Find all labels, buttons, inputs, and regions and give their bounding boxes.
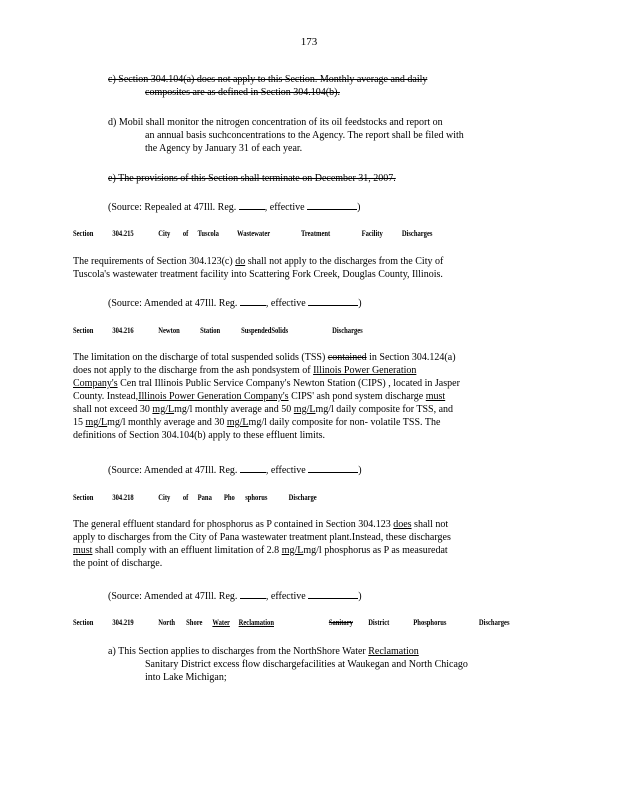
source-note-amended-1 (108, 296, 362, 310)
reg-blank (239, 200, 265, 210)
effective-label: , effective (265, 465, 309, 476)
heading-word: Water (212, 618, 230, 627)
inserted-text: mg/L (281, 545, 304, 556)
source-note-repealed (108, 200, 360, 214)
text: shall not (411, 519, 449, 530)
paragraph-c (108, 73, 427, 99)
reg-blank (240, 296, 266, 306)
paragraph-304-216 (73, 351, 460, 442)
heading-word: Discharges (401, 229, 433, 238)
text: mg/l monthly average and 50 (174, 404, 294, 415)
inserted-text: do (235, 256, 246, 267)
source-text: (Source: Repealed at 47Ill. Reg. (108, 202, 239, 213)
heading-word: North (158, 618, 176, 627)
section-heading-304-216 (73, 326, 487, 338)
source-text: (Source: Amended at 47Ill. Reg. (108, 591, 240, 602)
heading-word: Pana (197, 493, 212, 502)
source-close: ) (358, 298, 362, 309)
heading-word: Tuscola (197, 229, 219, 238)
text: definitions of Section 304.104(b) apply to these effluent limits. (73, 430, 325, 441)
heading-word: of (182, 229, 189, 238)
text: CIPS' ash pond system discharge (288, 391, 426, 402)
heading-word: Section (73, 493, 94, 502)
heading-word: SuspendedSolids (241, 326, 289, 335)
heading-word: 304.218 (112, 493, 134, 502)
text: a) This Section applies to discharges from the NorthShore Water (108, 646, 369, 657)
source-note-amended-3 (108, 589, 362, 603)
text: does not apply to the discharge from the ash pondsystem of (73, 365, 314, 376)
text: Sanitary District excess flow dischargefacilities at Waukegan and North Chicago (145, 659, 468, 670)
effective-blank (308, 463, 358, 473)
heading-word: Shore (186, 618, 203, 627)
paragraph-304-219-a (108, 645, 468, 684)
text: mg/l monthly average and 30 (107, 417, 227, 428)
text: shall not apply to the discharges from the City of (245, 256, 444, 267)
text: Tuscola's wastewater treatment facility into Scattering Fork Creek, Douglas County, Illinois. (73, 269, 443, 280)
effective-blank (308, 589, 358, 599)
heading-word: Facility (361, 229, 383, 238)
source-close: ) (358, 591, 362, 602)
effective-label: , effective (265, 298, 309, 309)
heading-word: Reclamation (238, 618, 274, 627)
heading-word: Newton (158, 326, 180, 335)
heading-word: Section (73, 618, 94, 627)
heading-word: Pho (223, 493, 235, 502)
heading-word: District (368, 618, 390, 627)
heading-word: Sanitary (328, 618, 353, 627)
text: in Section 304.124(a) (366, 352, 456, 363)
inserted-text: must (425, 391, 446, 402)
inserted-text: mg/L (85, 417, 108, 428)
paragraph-e-line1: e) The provisions of this Section shall terminate on December 31, 2007. (108, 173, 396, 184)
heading-word: 304.215 (112, 229, 134, 238)
heading-word: of (182, 493, 189, 502)
paragraph-d-line2: an annual basis suchconcentrations to the Agency. The report shall be filed with (145, 130, 464, 141)
inserted-text: Company's (73, 378, 118, 389)
paragraph-c-line1: c) Section 304.104(a) does not apply to this Section. Monthly average and daily (108, 74, 428, 85)
page-number: 173 (300, 36, 318, 48)
reg-blank (240, 589, 266, 599)
text: Cen tral Illinois Public Service Company's Newton Station (CIPS) , located in Jasper (117, 378, 460, 389)
text: mg/l daily composite for non- volatile TSS. The (248, 417, 441, 428)
heading-word: Discharges (478, 618, 510, 627)
paragraph-304-215 (73, 255, 443, 281)
heading-word: sphorus (245, 493, 268, 502)
section-heading-304-215 (73, 229, 487, 241)
inserted-text: must (73, 545, 93, 556)
heading-word: Discharges (332, 326, 363, 335)
text: shall comply with an effluent limitation of 2.8 (92, 545, 282, 556)
deleted-text: contained (327, 352, 367, 363)
inserted-text: Reclamation (368, 646, 419, 657)
effective-label: , effective (264, 202, 308, 213)
source-text: (Source: Amended at 47Ill. Reg. (108, 298, 240, 309)
text: The general effluent standard for phosphorus as P contained in Section 304.123 (73, 519, 394, 530)
paragraph-e (108, 172, 396, 185)
paragraph-c-line2: composites are as defined in Section 304.104(b). (145, 87, 340, 98)
text: mg/l daily composite for TSS, and (315, 404, 454, 415)
heading-word: Station (200, 326, 221, 335)
source-close: ) (357, 202, 361, 213)
paragraph-d-line3: the Agency by January 31 of each year. (145, 143, 303, 154)
inserted-text: mg/L (152, 404, 175, 415)
heading-word: Phosphorus (413, 618, 447, 627)
inserted-text: Illinois Power Generation Company's (138, 391, 289, 402)
heading-word: 304.216 (112, 326, 134, 335)
effective-blank (307, 200, 357, 210)
heading-word: Discharge (288, 493, 317, 502)
paragraph-d-line1: d) Mobil shall monitor the nitrogen concentration of its oil feedstocks and report on (108, 117, 443, 128)
heading-word: Treatment (300, 229, 331, 238)
inserted-text: Illinois Power Generation (313, 365, 417, 376)
effective-label: , effective (265, 591, 309, 602)
heading-word: 304.219 (112, 618, 134, 627)
paragraph-d (108, 116, 464, 155)
inserted-text: does (393, 519, 412, 530)
text: into Lake Michigan; (145, 672, 227, 683)
source-close: ) (358, 465, 362, 476)
text: the point of discharge. (73, 558, 163, 569)
heading-word: City (158, 493, 171, 502)
source-note-amended-2 (108, 463, 362, 477)
heading-word: Section (73, 229, 94, 238)
heading-word: Section (73, 326, 94, 335)
heading-word: Wastewater (237, 229, 271, 238)
heading-word: City (158, 229, 171, 238)
text: County. Instead, (73, 391, 139, 402)
text: The requirements of Section 304.123(c) (73, 256, 236, 267)
effective-blank (308, 296, 358, 306)
source-text: (Source: Amended at 47Ill. Reg. (108, 465, 240, 476)
section-heading-304-219 (73, 618, 510, 630)
text: apply to discharges from the City of Pana wastewater treatment plant.Instead, these discharges (73, 532, 451, 543)
inserted-text: mg/L (226, 417, 249, 428)
text: The limitation on the discharge of total suspended solids (TSS) (73, 352, 328, 363)
reg-blank (240, 463, 266, 473)
paragraph-304-218 (73, 518, 451, 570)
text: shall not exceed 30 (73, 404, 153, 415)
text: 15 (73, 417, 86, 428)
inserted-text: mg/L (293, 404, 316, 415)
section-heading-304-218 (73, 493, 487, 505)
text: mg/l phosphorus as P as measuredat (303, 545, 448, 556)
